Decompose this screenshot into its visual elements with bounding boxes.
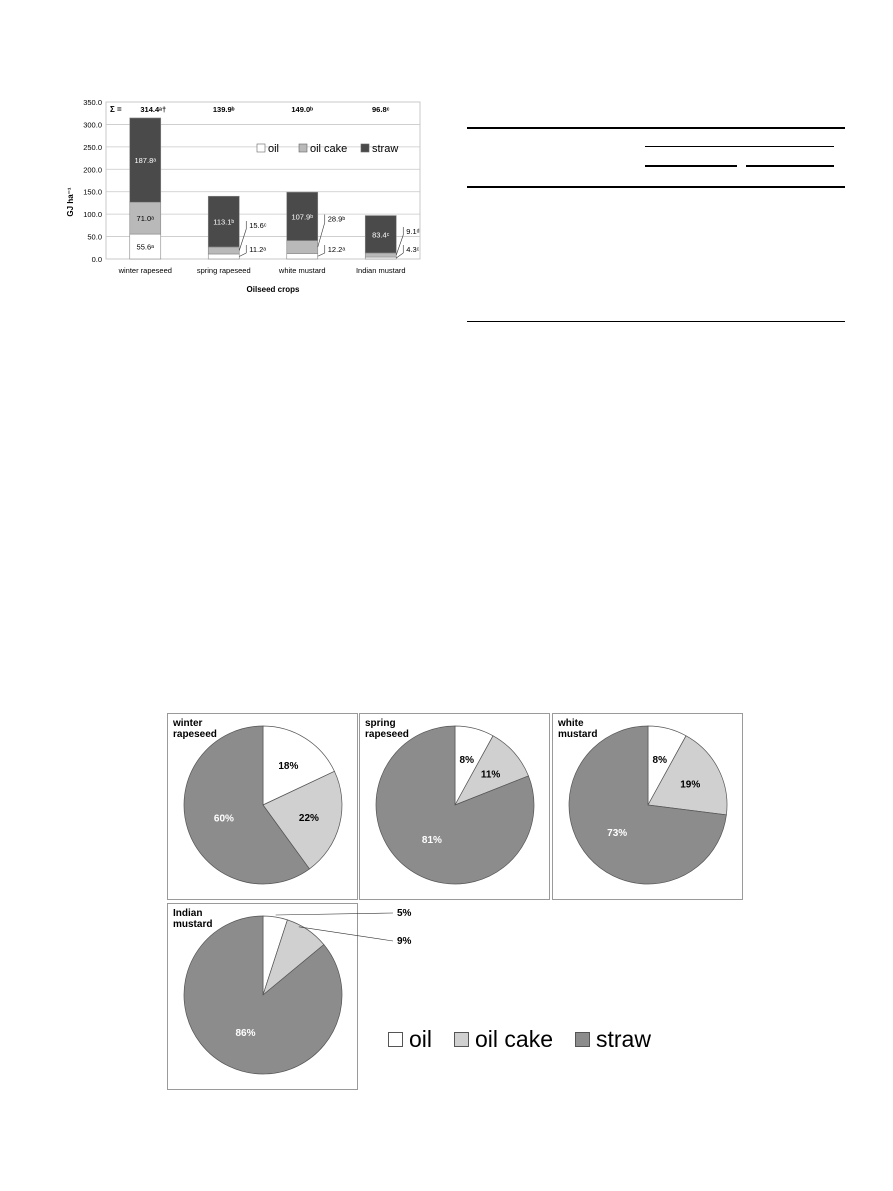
pie-slice-label: 22% (298, 812, 319, 824)
bar-segment-oil-cake (208, 247, 239, 254)
bar-segment-oil-cake (365, 253, 396, 257)
pie-slice-label: 9% (397, 936, 412, 947)
legend-item-oil-cake (454, 1026, 553, 1053)
pie-slice-label: 86% (235, 1028, 256, 1040)
data-label: 83.4ᶜ (372, 230, 390, 240)
leader-line (318, 253, 325, 256)
y-tick-label: 150.0 (83, 187, 102, 197)
x-tick-label: winter rapeseed (118, 266, 172, 275)
data-label: 71.0ᵃ (136, 214, 154, 224)
table-subgroup-rule-2 (746, 165, 834, 167)
leader-line (239, 229, 246, 250)
pie-panel-white-mustard (552, 713, 743, 900)
data-label: 187.8ᵃ (134, 156, 157, 166)
bar-chart-y-label: GJ ha⁻¹ (66, 187, 75, 217)
y-tick-label: 250.0 (83, 142, 102, 152)
total-prefix: Σ = (110, 105, 122, 114)
pie-slice-label: 60% (213, 813, 234, 825)
legend-swatch-oil-cake (454, 1032, 469, 1047)
legend-label: oil (409, 1026, 433, 1052)
pie-chart (553, 714, 742, 899)
leader-line (318, 223, 325, 247)
legend-label: straw (372, 143, 399, 155)
pie-slice-label: 8% (652, 755, 668, 767)
bar-chart-x-label: Oilseed crops (246, 285, 300, 294)
table-bottom-rule (467, 321, 845, 322)
x-tick-label: spring rapeseed (196, 266, 251, 275)
data-label: 12.2ᵃ (327, 245, 346, 254)
table-header-rule (467, 186, 845, 188)
leader-line (396, 253, 403, 258)
pie-legend (388, 1026, 673, 1053)
legend-label: oil cake (310, 143, 348, 155)
bar-chart-y-ticks (83, 98, 102, 264)
pie-slice-label: 5% (397, 908, 412, 919)
table-group-rule (645, 146, 834, 147)
data-label: 28.9ᵇ (327, 214, 346, 224)
table-subgroup-rule-1 (645, 165, 737, 167)
total-label: 139.9ᵇ (212, 105, 235, 114)
total-label: 96.8ᶜ (372, 105, 390, 114)
legend-swatch-straw (361, 144, 369, 152)
pie-title: winter rapeseed (173, 718, 217, 740)
x-tick-label: white mustard (278, 266, 326, 275)
data-label: 55.6ᵃ (136, 242, 154, 252)
table-top-rule (467, 127, 845, 129)
pie-slice-label: 19% (680, 779, 701, 791)
bar-chart-legend (257, 143, 398, 155)
pie-panel-indian-mustard (167, 903, 412, 1090)
data-label: 11.2ᵃ (249, 245, 267, 254)
pie-slice-label: 18% (278, 760, 299, 772)
leader-line (239, 253, 246, 256)
pie-slice-label: 81% (421, 834, 442, 846)
pie-slice-label: 11% (480, 769, 501, 781)
pie-chart (168, 904, 412, 1089)
legend-label: oil (268, 143, 280, 155)
pie-chart (360, 714, 549, 899)
stacked-bar-chart (60, 92, 430, 307)
bar-segment-oil (287, 254, 318, 259)
pie-panel-spring-rapeseed (359, 713, 550, 900)
pie-title: spring rapeseed (365, 718, 409, 740)
legend-item-oil (388, 1026, 432, 1053)
pie-chart (168, 714, 357, 899)
data-label: 113.1ᵇ (213, 217, 235, 227)
legend-swatch-straw (575, 1032, 590, 1047)
y-tick-label: 100.0 (83, 210, 102, 220)
pie-slice-label: 73% (607, 828, 628, 840)
y-tick-label: 200.0 (83, 165, 102, 175)
pie-slice-label: 8% (459, 755, 475, 767)
legend-swatch-oil (257, 144, 265, 152)
total-label: 314.4ᵃ† (140, 105, 167, 114)
x-tick-label: Indian mustard (355, 266, 406, 275)
legend-item-straw (575, 1026, 651, 1053)
leader-line (396, 235, 403, 255)
y-tick-label: 0.0 (91, 255, 102, 264)
bar-chart-bars (130, 118, 397, 259)
data-label: 4.3ᶜ (406, 245, 420, 254)
y-tick-label: 300.0 (83, 120, 102, 130)
legend-swatch-oil-cake (299, 144, 307, 152)
y-tick-label: 350.0 (83, 98, 102, 107)
legend-swatch-oil (388, 1032, 403, 1047)
bar-segment-oil-cake (287, 241, 318, 254)
data-label: 15.6ᶜ (249, 220, 267, 230)
pie-title: Indian mustard (173, 908, 213, 930)
bar-chart-categories (118, 266, 406, 275)
pie-title: white mustard (558, 718, 598, 740)
legend-label: oil cake (475, 1026, 553, 1052)
data-label: 9.1ᵈ (406, 226, 420, 236)
total-label: 149.0ᵇ (291, 105, 314, 114)
bar-segment-oil (208, 254, 239, 259)
legend-label: straw (596, 1026, 651, 1052)
data-label: 107.9ᵇ (291, 212, 314, 222)
pie-panel-winter-rapeseed (167, 713, 358, 900)
pie-leader-line (276, 913, 393, 915)
y-tick-label: 50.0 (87, 232, 102, 242)
